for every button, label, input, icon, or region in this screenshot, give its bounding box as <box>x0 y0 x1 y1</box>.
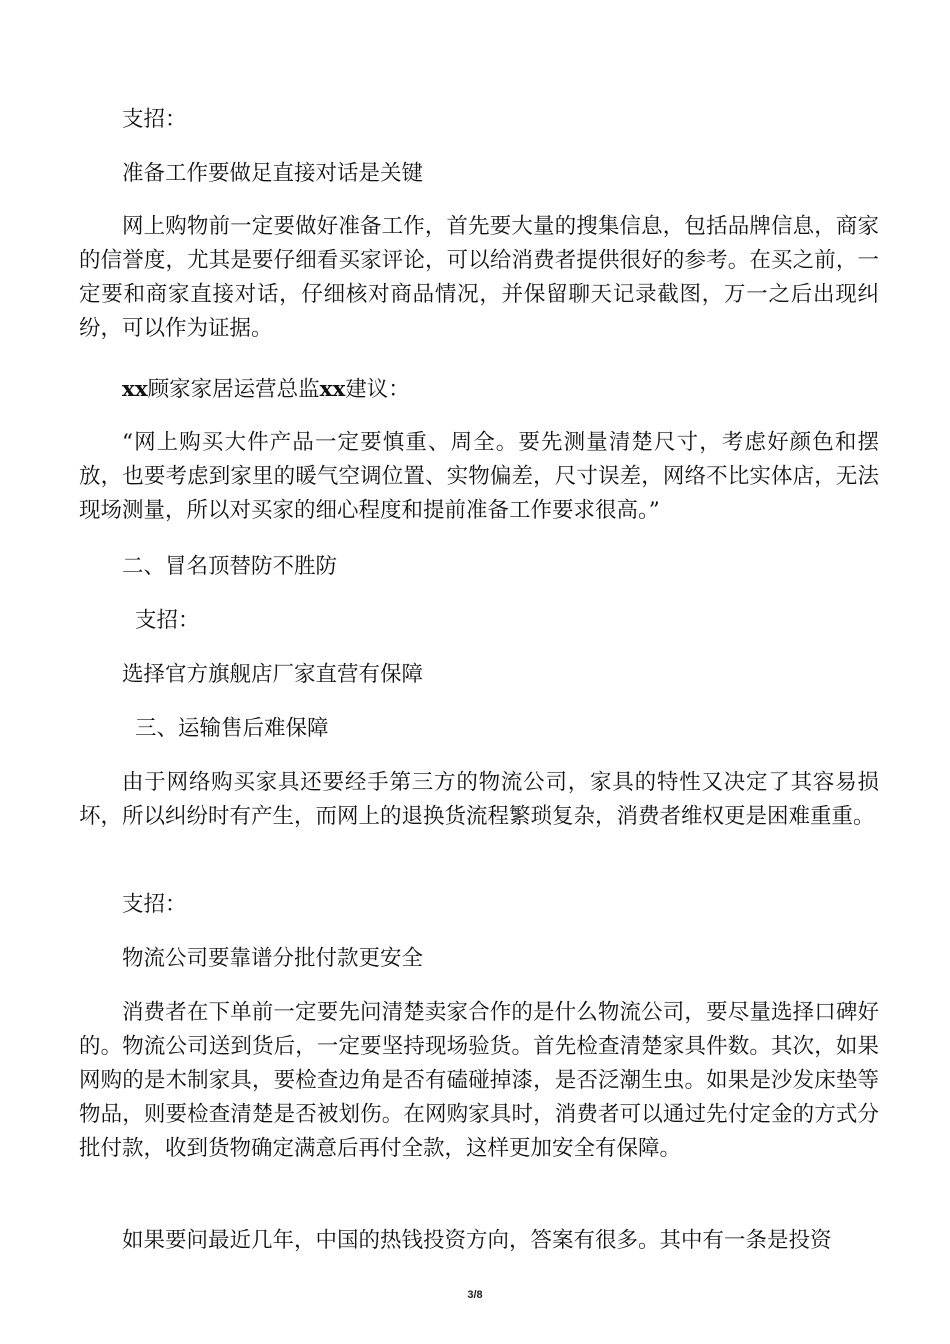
expert-title: 顾家家居运营总监 <box>147 377 320 402</box>
expert-quote: “网上购买大件产品一定要慎重、周全。要先测量清楚尺寸，考虑好颜色和摆放，也要考虑到家里的暖气空调位置、实物偏差，尺寸误差，网络不比实体店，无法现场测量，所以对买家的细心程度和提前准备工作要求很高。” <box>79 430 879 523</box>
tip-heading-3: 支招： <box>122 892 187 917</box>
paragraph-logistics: 由于网络购买家具还要经手第三方的物流公司，家具的特性又决定了其容易损坏，所以纠纷时有产生，而网上的退换货流程繁琐复杂，消费者维权更是困难重重。 <box>79 770 879 829</box>
tip-heading-1: 支招： <box>122 107 187 132</box>
paragraph-delivery-check: 消费者在下单前一定要先问清楚卖家合作的是什么物流公司，要尽量选择口碑好的。物流公司送到货后，一定要坚持现场验货。首先检查清楚家具件数。其次，如果网购的是木制家具，要检查边角是否有磕碰掉漆，是否泛潮生虫。如果是沙发床垫等物品，则要检查清楚是否被划伤。在网购家具时，消费者可以通过先付定金的方式分批付款，收到货物确定满意后再付全款，这样更加安全有保障。 <box>79 1000 879 1161</box>
expert-suffix: 建议： <box>345 377 410 402</box>
paragraph-hot-money: 如果要问最近几年，中国的热钱投资方向，答案有很多。其中有一条是投资 <box>122 1228 832 1253</box>
page-number: 3/8 <box>467 1289 483 1301</box>
expert-name: xx <box>319 377 346 402</box>
tip-heading-2: 支招： <box>135 608 200 633</box>
expert-prefix: xx <box>122 377 148 402</box>
section-heading-3: 三、运输售后难保障 <box>135 716 329 741</box>
paragraph-preparation: 网上购物前一定要做好准备工作，首先要大量的搜集信息，包括品牌信息，商家的信誉度，尤其是要仔细看买家评论，可以给消费者提供很好的参考。在买之前，一定要和商家直接对话，仔细核对商品情况，并保留聊天记录截图，万一之后出现纠纷，可以作为证据。 <box>79 214 879 341</box>
section-heading-2: 二、冒名顶替防不胜防 <box>122 554 338 579</box>
tip-title-3: 物流公司要靠谱分批付款更安全 <box>122 946 424 971</box>
expert-attribution <box>122 373 922 407</box>
tip-title-2: 选择官方旗舰店厂家直营有保障 <box>122 662 424 687</box>
tip-title-1: 准备工作要做足直接对话是关键 <box>122 161 424 186</box>
